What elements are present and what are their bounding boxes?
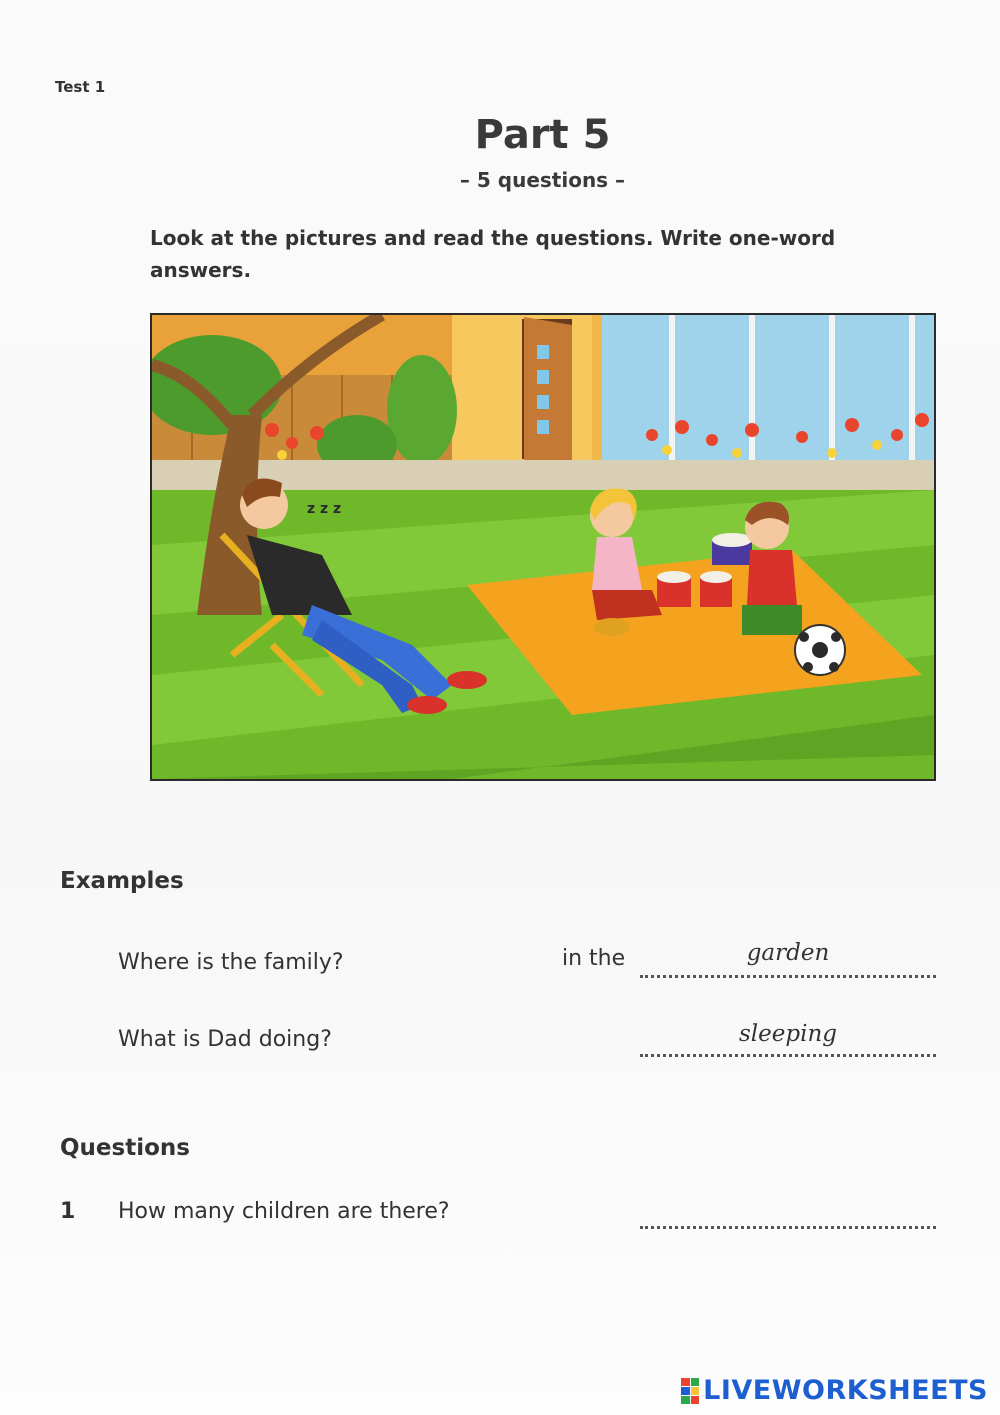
example-answer-2: sleeping: [739, 1021, 837, 1047]
liveworksheets-text: LIVEWORKSHEETS: [703, 1375, 988, 1406]
example-answer-line-2: [640, 1054, 936, 1057]
sleep-zzz: z z z: [307, 501, 342, 517]
question-number-1: 1: [60, 1199, 76, 1224]
questions-heading: Questions: [60, 1135, 190, 1161]
example-question-1: Where is the family?: [118, 950, 344, 975]
liveworksheets-logo-icon: [681, 1378, 699, 1404]
example-answer-line-1: [640, 975, 936, 978]
instructions: Look at the pictures and read the questions. Write one-word answers.: [150, 226, 836, 282]
answer-line-1: [640, 1226, 936, 1229]
page-subtitle: – 5 questions –: [459, 168, 626, 192]
garden-illustration: [150, 313, 936, 781]
page-title: Part 5: [474, 112, 611, 158]
question-1: How many children are there?: [118, 1199, 450, 1224]
test-label: Test 1: [55, 78, 106, 96]
example-answer-prefix-1: in the: [562, 946, 626, 971]
example-answer-1: garden: [746, 940, 830, 966]
examples-heading: Examples: [60, 868, 184, 894]
liveworksheets-brand: [681, 1375, 988, 1406]
example-question-2: What is Dad doing?: [118, 1027, 332, 1052]
